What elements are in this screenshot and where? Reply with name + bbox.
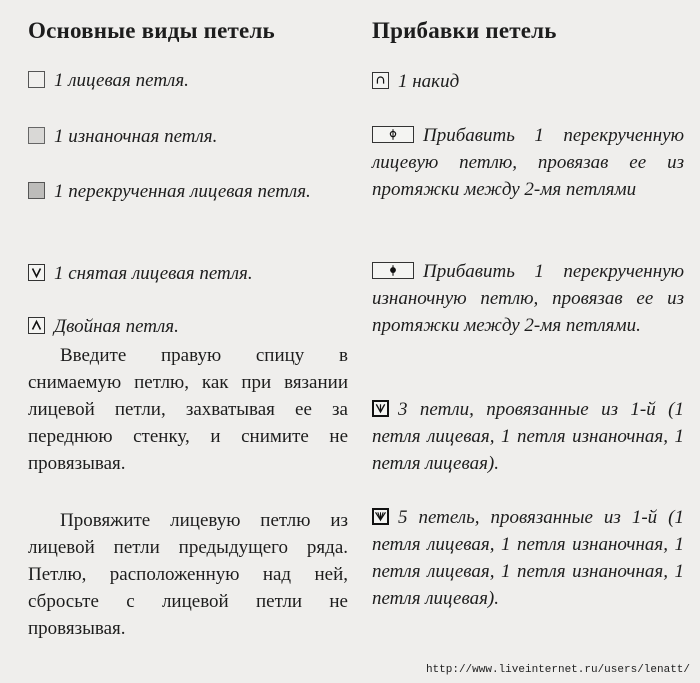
- double-stitch-text: Двойная петля.: [54, 316, 179, 337]
- twisted-knit-stitch-text: 1 перекрученная лицевая петля.: [54, 181, 311, 202]
- knit-stitch-entry: [28, 67, 348, 94]
- knit-stitch-text: 1 лицевая петля.: [54, 70, 189, 91]
- increase-twisted-purl-icon: [372, 262, 414, 279]
- purl-stitch-entry: [28, 123, 348, 150]
- yarn-over-entry: [372, 68, 684, 95]
- double-stitch-entry: [28, 313, 348, 340]
- five-from-one-text: 5 петель, провязанные из 1-й (1 петля лицевая, 1 петля изнаночная, 1 петля лицевая, 1 петля изнаночная, 1 петля лицевая).: [372, 507, 684, 609]
- increase-twisted-purl-entry: [372, 258, 684, 339]
- twisted-knit-stitch-entry: [28, 178, 348, 205]
- slip-instruction-paragraph: Введите правую спицу в снимаемую петлю, как при вязании лицевой петли, захватывая ее за переднюю стенку, и снимите не провязывая.: [28, 345, 348, 474]
- double-stitch-icon: [28, 317, 45, 334]
- purl-stitch-text: 1 изнаночная петля.: [54, 126, 218, 147]
- knit-instruction-paragraph: Провяжите лицевую петлю из лицевой петли предыдущего ряда. Петлю, расположенную над ней, сбросьте с лицевой петли не провязывая.: [28, 510, 348, 639]
- five-from-one-entry: [372, 504, 684, 612]
- increase-twisted-knit-icon: [372, 126, 414, 143]
- basic-stitches-heading: Основные виды петель: [28, 18, 275, 43]
- yarn-over-text: 1 накид: [398, 71, 460, 92]
- slipped-stitch-icon: [28, 264, 45, 281]
- five-from-one-icon: [372, 508, 389, 525]
- increase-twisted-purl-text: Прибавить 1 перекрученную изнаночную петлю, провязав ее из протяжки между 2-мя петлями.: [372, 261, 684, 336]
- increases-heading: Прибавки петель: [372, 18, 557, 43]
- yarn-over-icon: [372, 72, 389, 89]
- increase-twisted-knit-entry: [372, 122, 684, 203]
- purl-stitch-icon: [28, 127, 45, 144]
- three-from-one-entry: [372, 396, 684, 477]
- twisted-knit-stitch-icon: [28, 182, 45, 199]
- source-url: http://www.liveinternet.ru/users/lenatt/: [425, 664, 690, 676]
- increase-twisted-knit-text: Прибавить 1 перекрученную лицевую петлю, провязав ее из протяжки между 2-мя петлями: [372, 125, 684, 200]
- slipped-stitch-entry: [28, 260, 348, 287]
- three-from-one-icon: [372, 400, 389, 417]
- three-from-one-text: 3 петли, провязанные из 1-й (1 петля лицевая, 1 петля изнаночная, 1 петля лицевая).: [372, 399, 684, 474]
- knit-stitch-icon: [28, 71, 45, 88]
- slipped-stitch-text: 1 снятая лицевая петля.: [54, 263, 253, 284]
